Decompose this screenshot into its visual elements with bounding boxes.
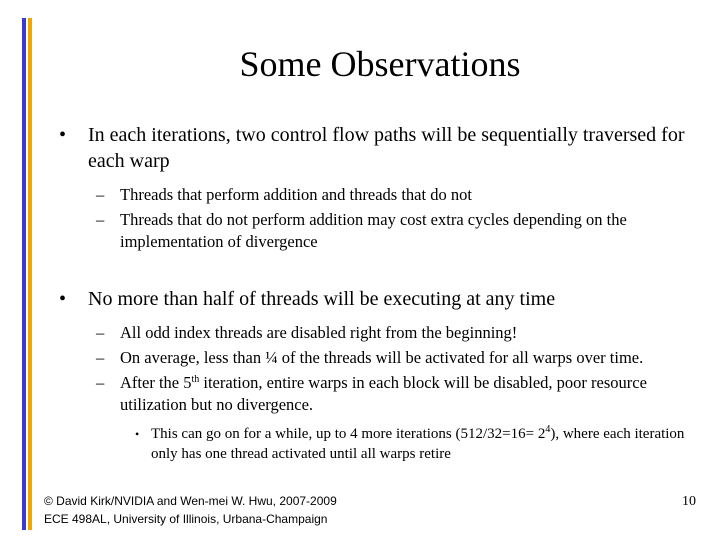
- dash-marker: –: [96, 323, 105, 342]
- footer-copyright: © David Kirk/NVIDIA and Wen-mei W. Hwu, 2007-2009: [44, 494, 337, 508]
- dash-marker: –: [96, 210, 105, 229]
- left-accent-bar-blue: [22, 18, 26, 530]
- footer-credits: [44, 492, 337, 528]
- bullet-marker: •: [59, 124, 67, 146]
- page-number: 10: [682, 494, 696, 509]
- bullet-2-sub-1: [55, 322, 695, 344]
- bullet-2-text: No more than half of threads will be executing at any time: [88, 288, 556, 310]
- bullet-1-sub-1: [55, 184, 695, 206]
- dash-marker: –: [96, 373, 105, 392]
- bullet-2-sub-1-text: All odd index threads are disabled right from the beginning!: [120, 323, 518, 342]
- bullet-2-sub-3-detail-text: This can go on for a while, up to 4 more iterations $(512/32=16= 2^4)$, where each iteration only has one thread activated until all warps retire: [151, 424, 685, 462]
- bullet-marker: •: [59, 288, 67, 310]
- dash-marker: –: [96, 185, 105, 204]
- bullet-2-sub-3-text: After the 5th iteration, entire warps in each block will be disabled, poor resource utilization but no divergence.: [120, 373, 647, 414]
- bullet-1-sub-2: [55, 209, 695, 253]
- slide-title: Some Observations: [239, 44, 521, 84]
- bullet-2-sub-2-text: On average, less than ¼ of the threads will be activated for all warps over time.: [120, 348, 644, 367]
- bullet-1-text: In each iterations, two control flow paths will be sequentially traversed for each warp: [88, 124, 685, 172]
- bullet-1-sub-1-text: Threads that perform addition and threads that do not: [120, 185, 472, 204]
- footer-course: ECE 498AL, University of Illinois, Urbana-Champaign: [44, 512, 328, 526]
- bullet-marker-small: •: [135, 427, 140, 441]
- bullet-1: [55, 122, 695, 174]
- bullet-2-sub-3-detail: [55, 424, 695, 464]
- dash-marker: –: [96, 348, 105, 367]
- bullet-1-sub-2-text: Threads that do not perform addition may cost extra cycles depending on the implementation of divergence: [120, 210, 627, 251]
- left-accent-bar-gold: [28, 18, 32, 530]
- bullet-2: [55, 286, 695, 312]
- bullet-2-sub-2: [55, 347, 695, 369]
- slide-body: [55, 122, 695, 464]
- bullet-2-sub-3: [55, 372, 695, 416]
